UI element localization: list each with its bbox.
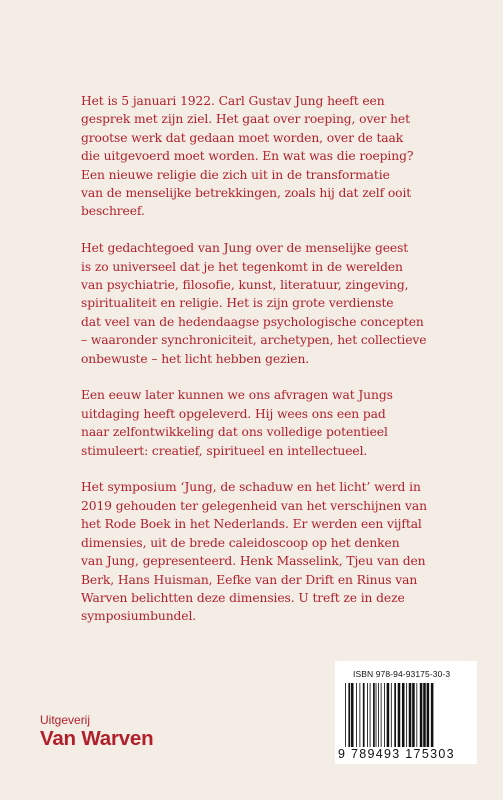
barcode-bar: [409, 683, 412, 747]
barcode-bar: [381, 683, 382, 747]
text-line: Warven belichtten deze dimensies. U treft ze in deze: [81, 590, 405, 605]
text-line: Een nieuwe religie die zich uit in de transformatie: [81, 167, 390, 182]
text-line: uitdaging heeft opgeleverd. Hij wees ons een pad: [81, 406, 386, 421]
blurb-paragraph-1: [81, 92, 441, 221]
text-line: onbewuste – het licht hebben gezien.: [81, 351, 310, 366]
barcode-bar: [387, 683, 390, 747]
text-line: – waaronder synchroniciteit, archetypen, het collectieve: [81, 333, 427, 348]
text-line: grootse werk dat gedaan moet worden, over de taak: [81, 130, 404, 145]
text-line: Het gedachtegoed van Jung over de menselijke geest: [81, 241, 409, 256]
text-line: Berk, Hans Huisman, Eefke van der Drift en Rinus van: [81, 572, 418, 587]
text-line: symposiumbundel.: [81, 609, 197, 624]
barcode-bar: [351, 683, 354, 747]
text-line: is zo universeel dat je het tegenkomt in de werelden: [81, 259, 403, 274]
blurb-text: [81, 92, 441, 644]
text-line: Het symposium ‘Jung, de schaduw en het licht’ werd in: [81, 480, 421, 495]
text-line: van Jung, gepresenteerd. Henk Masselink, Tjeu van den: [81, 554, 426, 569]
barcode-bar: [367, 683, 368, 747]
text-line: dat veel van de hedendaagse psychologische concepten: [81, 314, 424, 329]
barcode-bar: [416, 683, 417, 747]
text-line: naar zelfontwikkeling dat ons volledige potentieel: [81, 425, 388, 440]
barcode-bar: [431, 683, 434, 747]
barcode-bar: [394, 683, 396, 747]
barcode-bar: [348, 683, 350, 747]
barcode-bar: [384, 683, 385, 747]
barcode-bar: [412, 683, 415, 747]
barcode-bar: [420, 683, 423, 747]
text-line: stimuleert: creatief, spiritueel en intellectueel.: [81, 443, 368, 458]
text-line: Een eeuw later kunnen we ons afvragen wat Jungs: [81, 388, 393, 403]
barcode-bar: [423, 683, 426, 747]
text-line: 2019 gehouden ter gelegenheid van het verschijnen van: [81, 498, 427, 513]
publisher-label: Uitgeverij: [40, 713, 91, 727]
text-line: van de menselijke betrekkingen, zoals hij dat zelf ooit: [81, 186, 412, 201]
text-line: die uitgevoerd moet worden. En wat was die roeping?: [81, 149, 414, 164]
barcode-bar: [345, 683, 346, 747]
blurb-paragraph-2: [81, 239, 441, 368]
text-line: van psychiatrie, filosofie, kunst, literatuur, zingeving,: [81, 278, 409, 293]
blurb-paragraph-3: [81, 386, 441, 460]
ean-digits: 9 789493 175303: [338, 747, 455, 761]
publisher-name: Van Warven: [40, 727, 154, 750]
barcode-bar: [370, 683, 371, 747]
barcode-bar: [363, 683, 365, 747]
text-line: het Rode Boek in het Nederlands. Er werden een vijftal: [81, 517, 422, 532]
barcode-bar: [359, 683, 360, 747]
barcode-bar: [402, 683, 405, 747]
text-line: beschreef.: [81, 204, 145, 219]
isbn-number: ISBN 978-94-93175-30-3: [353, 669, 451, 679]
barcode-bar: [391, 683, 392, 747]
text-line: spiritualiteit en religie. Het is zijn grote verdienste: [81, 296, 394, 311]
barcode-panel: [335, 661, 477, 764]
barcode-bar: [398, 683, 401, 747]
barcode-image: [343, 683, 471, 747]
text-line: dimensies, uit de brede caleidoscoop op het denken: [81, 535, 400, 550]
barcode-bar: [376, 683, 377, 747]
barcode-bar: [427, 683, 430, 747]
barcode-bar: [378, 683, 379, 747]
text-line: gesprek met zijn ziel. Het gaat over roeping, over het: [81, 112, 410, 127]
barcode-bar: [373, 683, 375, 747]
text-line: Het is 5 januari 1922. Carl Gustav Jung heeft een: [81, 94, 385, 108]
barcode-bar: [356, 683, 357, 747]
barcode-bar: [406, 683, 407, 747]
publisher-logo: [40, 713, 153, 751]
blurb-paragraph-4: [81, 478, 441, 625]
